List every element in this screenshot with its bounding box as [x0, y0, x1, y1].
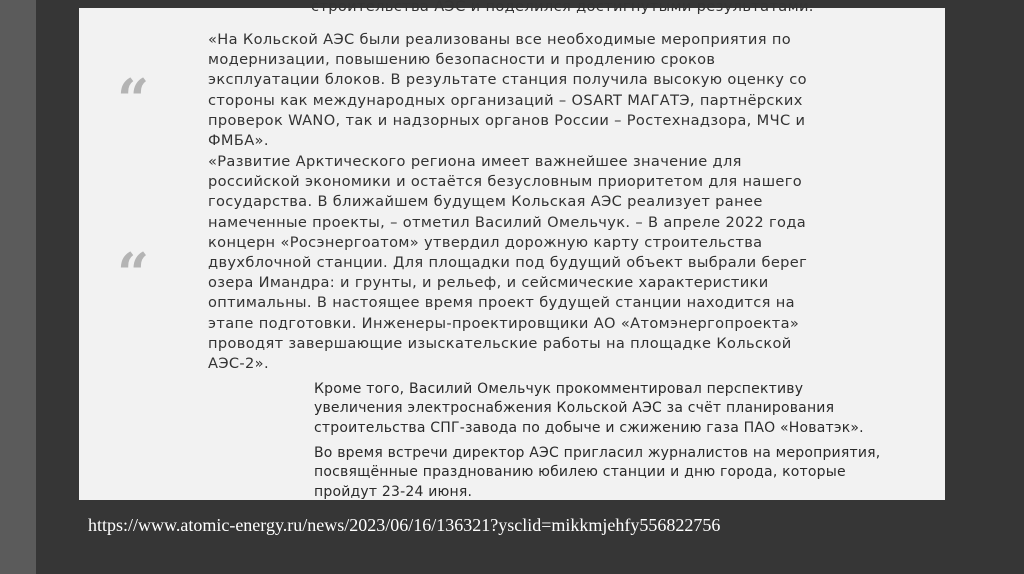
left-edge-strip — [0, 0, 36, 574]
body-paragraph-2 — [314, 444, 880, 502]
body-paragraph-1 — [314, 380, 864, 438]
quotation-mark-icon: “ — [117, 241, 146, 307]
text-line: «Развитие Арктического региона имеет важнейшее значение для — [208, 153, 742, 170]
text-line: эксплуатации блоков. В результате станция получила высокую оценку со — [208, 71, 807, 89]
article-top-line: строительства АЭС и поделился достигнутыми результатами. — [311, 0, 814, 15]
text-line: строительства СПГ-завода по добыче и сжижению газа ПАО «Новатэк». — [314, 419, 864, 436]
text-line: проверок WANO, так и надзорных органов России – Ростехнадзора, МЧС и — [208, 111, 806, 129]
text-line: оптимальны. В настоящее время проект будущей станции находится на — [208, 294, 795, 312]
text-line: двухблочной станции. Для площадки под будущий объект выбрали берег — [208, 253, 808, 271]
text-line: концерн «Росэнергоатом» утвердил дорожную карту строительства — [208, 233, 763, 251]
text-line: намеченные проекты, – отметил Василий Омельчук. – В апреле 2022 года — [208, 213, 807, 231]
quote-paragraph-2 — [208, 152, 807, 374]
text-line: пройдут 23-24 июня. — [314, 483, 473, 500]
text-line: озера Имандра: и грунты, и рельеф, и сейсмические характеристики — [208, 274, 769, 292]
text-line: государства. В ближайшем будущем Кольская АЭС реализует ранее — [208, 193, 763, 211]
text-line: стороны как международных организаций – OSART МАГАТЭ, партнёрских — [208, 91, 803, 109]
text-line: этапе подготовки. Инженеры-проектировщики АО «Атомэнергопроекта» — [208, 314, 800, 332]
text-line: Во время встречи директор АЭС пригласил журналистов на мероприятия, — [314, 445, 881, 461]
text-line: посвящённые празднованию юбилею станции и дню города, которые — [314, 464, 846, 481]
quote-paragraph-1 — [208, 30, 807, 151]
text-line: Кроме того, Василий Омельчук прокомментировал перспективу — [314, 381, 804, 397]
text-line: модернизации, повышению безопасности и продлению сроков — [208, 51, 716, 69]
text-line: АЭС-2». — [208, 354, 269, 372]
text-line: «На Кольской АЭС были реализованы все необходимые мероприятия по — [208, 31, 792, 48]
source-url-link[interactable]: https://www.atomic-energy.ru/news/2023/06/16/136321?ysclid=mikkmjehfy556822756 — [88, 515, 721, 535]
text-line: увеличения электроснабжения Кольской АЭС за счёт планирования — [314, 400, 835, 417]
article-screenshot — [79, 0, 945, 500]
text-line: проводят завершающие изыскательские работы на площадке Кольской — [208, 334, 792, 352]
quotation-mark-icon: “ — [117, 67, 146, 133]
text-line: ФМБА». — [208, 131, 269, 149]
text-line: российской экономики и остаётся безусловным приоритетом для нашего — [208, 173, 803, 191]
